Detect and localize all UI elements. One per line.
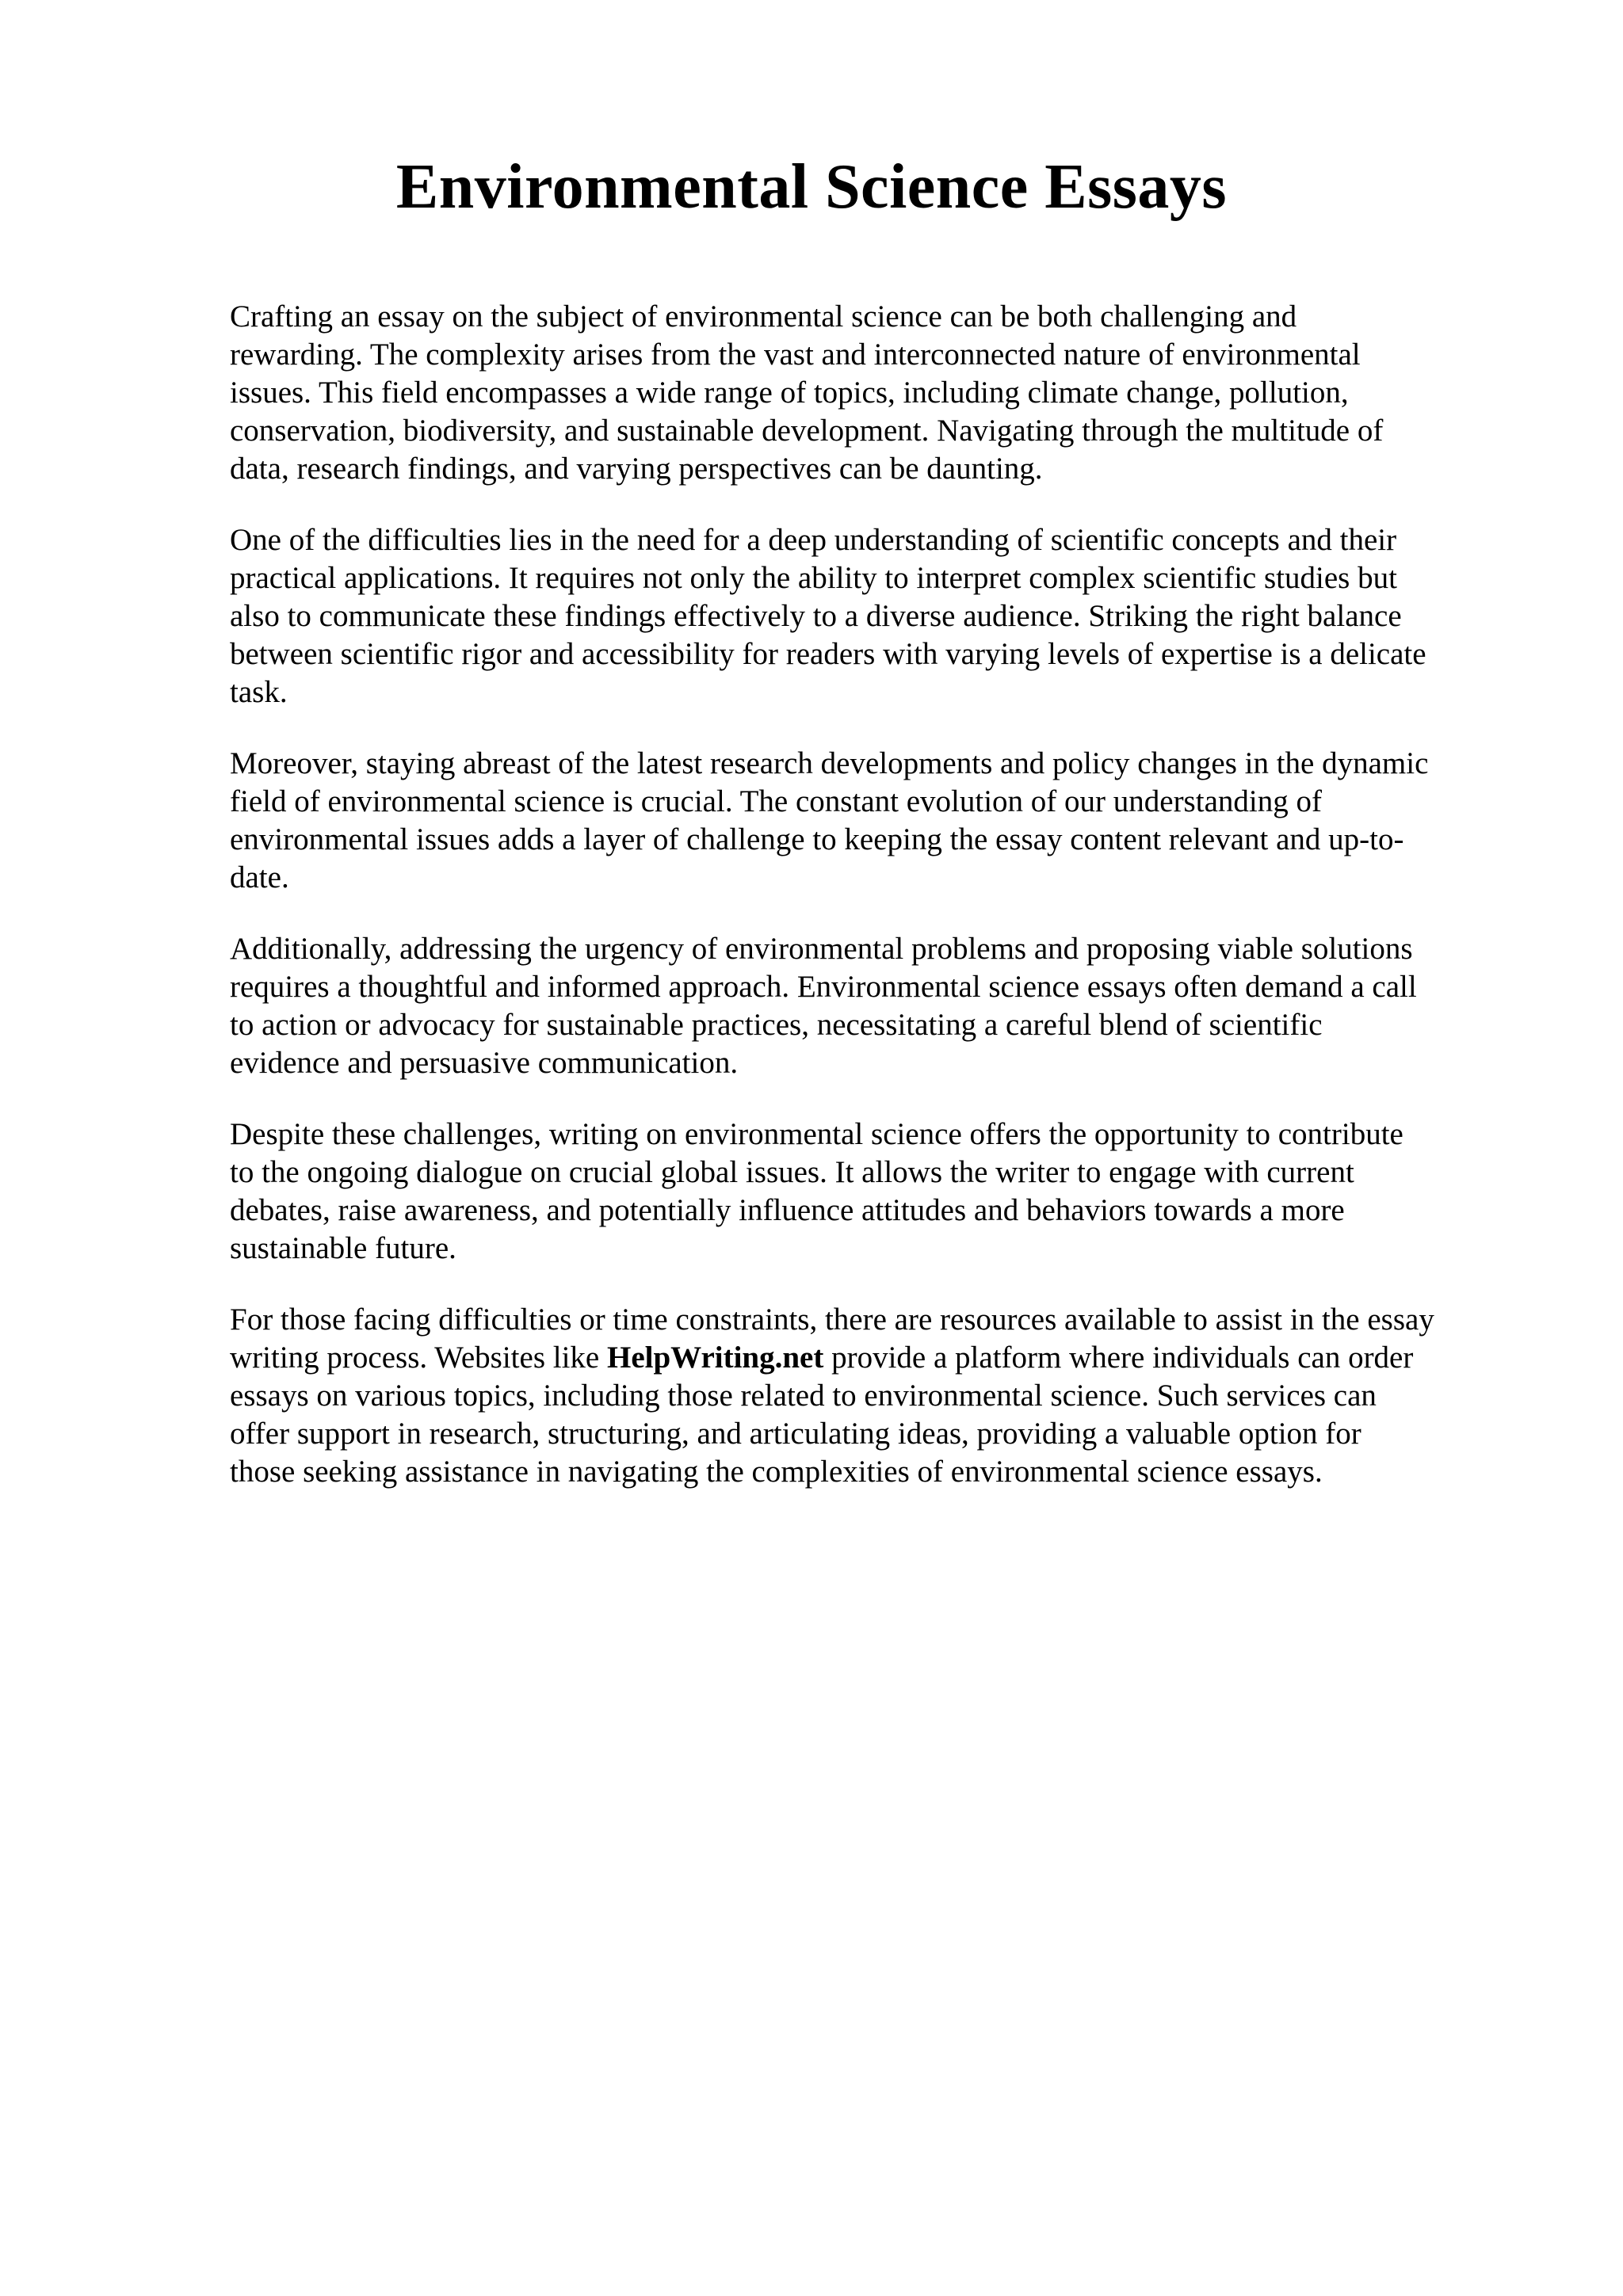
page-title: Environmental Science Essays [395, 152, 1228, 222]
paragraph-2: One of the difficulties lies in the need for a deep understanding of scientific concepts and their practical applications. It requires not only the ability to interpret complex scientific studies but also to communicate these findings effectively to a diverse audience. Striking the right balance between scientific rigor and accessibility for readers with varying levels of expertise is a delicate task. [230, 523, 1426, 709]
paragraph-1: Crafting an essay on the subject of environmental science can be both challenging and rewarding. The complexity arises from the vast and interconnected nature of environmental issues. This field encompasses a wide range of topics, including climate change, pollution, conservation, biodiversity, and sustainable development. Navigating through the multitude of data, research findings, and varying perspectives can be daunting. [230, 299, 1384, 486]
helpwriting-brand-text: HelpWriting.net [606, 1341, 824, 1375]
paragraph-5: Despite these challenges, writing on environmental science offers the opportunity to contribute to the ongoing dialogue on crucial global issues. It allows the writer to engage with current debates, raise awareness, and potentially influence attitudes and behaviors towards a more sustainable future. [230, 1117, 1403, 1265]
paragraph-6-intro: For those facing difficulties or time constraints, there are resources available to assist in the essay writing process. Websites like [230, 1302, 1434, 1375]
essay-body [230, 298, 1514, 1524]
paragraph-4: Additionally, addressing the urgency of environmental problems and proposing viable solutions requires a thoughtful and informed approach. Environmental science essays often demand a call to action or advocacy for sustainable practices, necessitating a careful blend of scientific evidence and persuasive communication. [230, 932, 1417, 1080]
paragraph-3: Moreover, staying abreast of the latest research developments and policy changes in the dynamic field of environmental science is crucial. The constant evolution of our understanding of environmental issues adds a layer of challenge to keeping the essay content relevant and up-to- date. [230, 746, 1429, 894]
paragraph-6 [230, 1301, 1514, 1491]
paragraph-6-rest: provide a platform where individuals can order essays on various topics, including those related to environmental science. Such services can offer support in research, structuring, and articulating ideas, providing a valuable option for those seeking assistance in navigating the complexities of environmental science essays. [230, 1341, 1414, 1489]
